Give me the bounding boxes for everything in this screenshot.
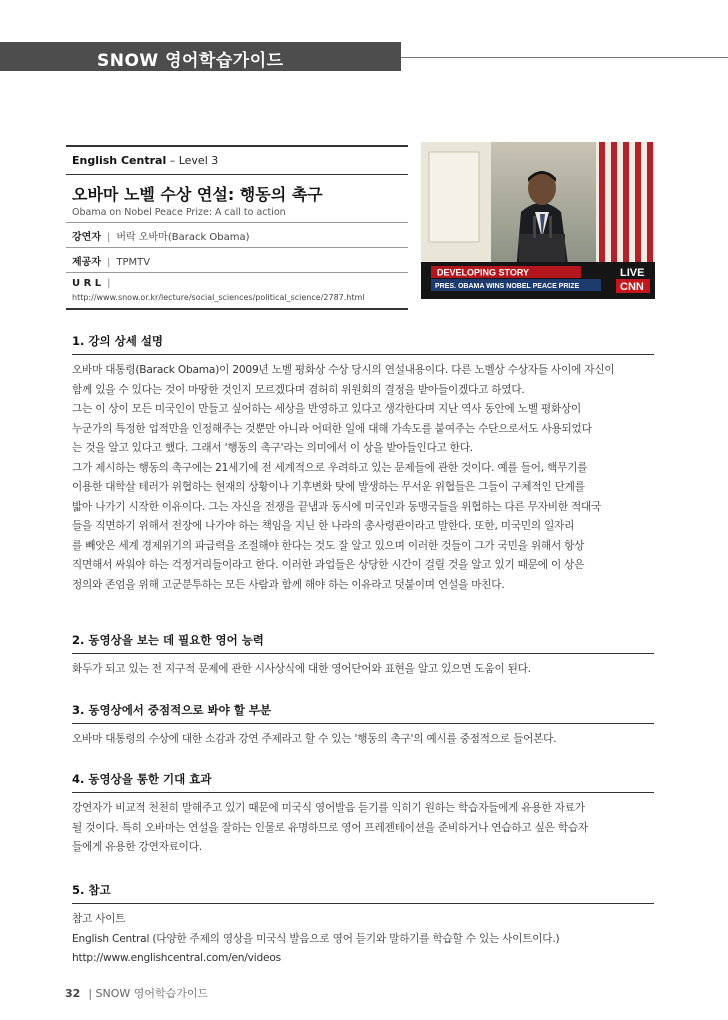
level-label: Level 3 [178, 154, 219, 167]
lecture-info-box [66, 145, 408, 310]
body-line: 될 것이다. 특히 오바마는 연설을 잘하는 인물로 유명하므로 영어 프레젠테이션을 준비하거나 연습하고 싶은 학습자 [72, 821, 588, 834]
dash: – [169, 154, 179, 167]
url-row: U R L | [66, 272, 408, 293]
provider-row: 제공자 | TPMTV [66, 247, 408, 272]
reference-link[interactable]: http://www.englishcentral.com/en/videos [72, 952, 281, 964]
video-banner-bottom: PRES. OBAMA WINS NOBEL PEACE PRIZE [435, 283, 580, 290]
url-link[interactable]: http://www.snow.or.kr/lecture/social_sciences/political_science/2787.html [72, 293, 365, 302]
section-2 [72, 632, 654, 680]
section-3 [72, 702, 654, 750]
provider-value: TPMTV [116, 257, 151, 268]
body-line: 정의와 존엄을 위해 고군분투하는 모든 사람과 함께 해야 하는 이유라고 덧붙이며 연설을 마친다. [72, 578, 505, 591]
body-line: 밟아 나가기 시작한 이유이다. 그는 자신을 전쟁을 끝냄과 동시에 미국인과 동맹국들을 위협하는 다른 무자비한 적대국 [72, 500, 602, 513]
section-body [72, 660, 654, 680]
section-heading: 5. 참고 [72, 882, 654, 904]
body-line: 함께 있을 수 있다는 것이 마땅한 것인지 모르겠다며 겸허히 위원회의 결정을 받아들이겠다고 하였다. [72, 383, 525, 396]
section-5 [72, 882, 654, 969]
body-line: 오바마 대통령(Barack Obama)이 2009년 노벨 평화상 수상 당시의 연설내용이다. 다른 노벨상 수상자들 사이에 자신이 [72, 364, 615, 376]
lecture-title: 오바마 노벨 수상 연설: 행동의 촉구 [72, 185, 323, 204]
section-1 [72, 333, 654, 595]
lecture-subtitle: Obama on Nobel Peace Prize: A call to action [72, 207, 286, 218]
body-line: 들을 직면하기 위해서 전장에 나가야 하는 책임을 지닌 한 나라의 총사령관이라고 말한다. 또한, 미국민의 일자리 [72, 520, 575, 532]
level-line [66, 147, 408, 170]
body-line: 강연자가 비교적 천천히 말해주고 있기 때문에 미국식 영어발음 듣기를 익히기 원하는 학습자들에게 유용한 자료가 [72, 802, 585, 814]
speaker-row: 강연자 | 버락 오바마(Barack Obama) [66, 222, 408, 247]
body-line: 를 빼앗은 세계 경제위기의 파급력을 조절해야 한다는 것도 잘 알고 있으며 이러한 것들이 그가 국민을 위해서 항상 [72, 539, 585, 552]
body-line: 화두가 되고 있는 전 지구적 문제에 관한 시사상식에 대한 영어단어와 표현을 알고 있으면 도움이 된다. [72, 663, 531, 675]
section-heading: 2. 동영상을 보는 데 필요한 영어 능력 [72, 632, 654, 654]
body-line: 들에게 유용한 강연자료이다. [72, 841, 202, 853]
header-title: SNOW 영어학습가이드 [97, 51, 284, 71]
video-frame-image [421, 142, 655, 299]
header-band [0, 42, 401, 71]
section-body [72, 361, 654, 595]
body-line: 직면해서 싸워야 하는 걱정거리들이라고 한다. 이러한 과업들은 상당한 시간이 걸릴 것을 알고 있기 때문에 이 상은 [72, 559, 585, 571]
page-footer [65, 985, 208, 1001]
body-line: 그가 제시하는 행동의 촉구에는 21세기에 전 세계적으로 우려하고 있는 문제들에 관한 것이다. 예를 들어, 핵무기를 [72, 461, 588, 474]
body-line: 오바마 대통령의 수상에 대한 소감과 강연 주제라고 할 수 있는 '행동의 촉구'의 예시를 중점적으로 들어본다. [72, 733, 557, 745]
video-thumbnail[interactable] [421, 142, 655, 299]
section-body [72, 910, 654, 969]
body-line: English Central (다양한 주제의 영상을 미국식 발음으로 영어 듣기와 말하기를 학습할 수 있는 사이트이다.) [72, 932, 560, 945]
divider [66, 308, 408, 310]
section-heading: 3. 동영상에서 중점적으로 봐야 할 부분 [72, 702, 654, 724]
cnn-logo: CNN [620, 281, 644, 293]
section-heading: 1. 강의 상세 설명 [72, 333, 654, 355]
section-body [72, 730, 654, 750]
body-line: 참고 사이트 [72, 913, 126, 925]
body-line: 누군가의 특정한 업적만을 인정해주는 것뿐만 아니라 어떠한 일에 대해 가속도를 붙여주는 수단으로서도 사용되었다 [72, 422, 592, 435]
section-4 [72, 771, 654, 858]
live-label: LIVE [620, 267, 645, 279]
video-banner-top: DEVELOPING STORY [437, 267, 530, 278]
url-label: U R L [72, 278, 102, 289]
footer-label: | SNOW 영어학습가이드 [88, 987, 209, 1000]
page-number: 32 [65, 987, 81, 1000]
provider-label: 제공자 [72, 257, 101, 268]
header-rule [401, 57, 728, 58]
series-name: English Central [72, 154, 167, 167]
speaker-label: 강연자 [72, 232, 101, 243]
body-line: 이용한 대학살 테러가 위협하는 현재의 상황이나 기후변화 탓에 발생하는 무서운 위협들은 그들이 구체적인 단계를 [72, 481, 585, 493]
body-line: 그는 이 상이 모든 미국인이 만들고 싶어하는 세상을 반영하고 있다고 생각한다며 지난 역사 동안에 노벨 평화상이 [72, 403, 582, 415]
body-line: 는 것을 알고 있다고 했다. 그래서 '행동의 촉구'라는 의미에서 이 상을 받아들인다고 한다. [72, 442, 473, 454]
section-heading: 4. 동영상을 통한 기대 효과 [72, 771, 654, 793]
speaker-value: 버락 오바마(Barack Obama) [116, 232, 250, 243]
section-body [72, 799, 654, 858]
